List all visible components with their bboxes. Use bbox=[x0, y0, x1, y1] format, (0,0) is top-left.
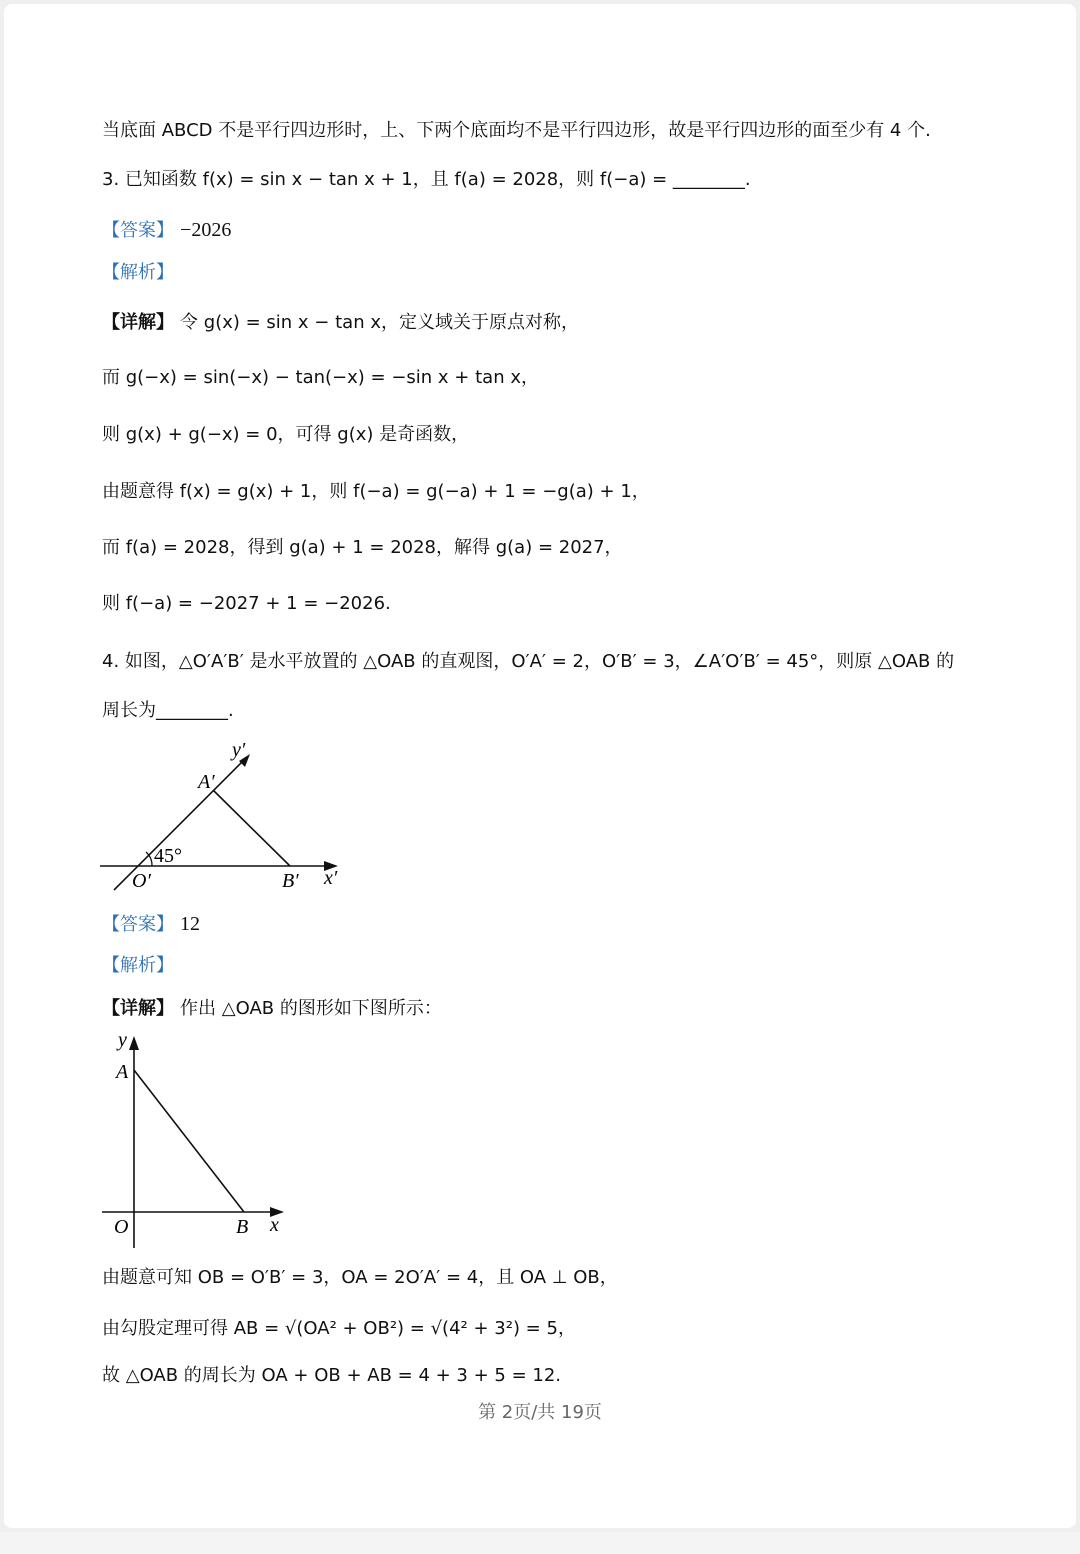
label-angle: 45° bbox=[154, 845, 182, 867]
segment-a-b bbox=[213, 790, 290, 866]
question-4: 4. 如图，△O′A′B′ 是水平放置的 △OAB 的直观图，O′A′ = 2，O′B′ = 3，∠A′O′B′ = 45°，则原 △OAB 的 bbox=[102, 651, 955, 672]
bottom-bar bbox=[0, 1532, 1080, 1554]
q3-detail-text: 令 g(x) = sin x − tan x，定义域关于原点对称， bbox=[180, 312, 579, 333]
label-o-prime: O′ bbox=[132, 870, 151, 892]
figure-original-triangle bbox=[98, 1028, 298, 1252]
label-a-prime: A′ bbox=[198, 771, 215, 793]
question-3: 3. 已知函数 f(x) = sin x − tan x + 1，且 f(a) = 2028，则 f(−a) = ________. bbox=[102, 169, 751, 190]
q3-step-2: 而 g(−x) = sin(−x) − tan(−x) = −sin x + tan x， bbox=[102, 367, 539, 388]
y-axis-arrow bbox=[129, 1036, 139, 1050]
text-line-parallelogram: 当底面 ABCD 不是平行四边形时，上、下两个底面均不是平行四边形，故是平行四边形的面至少有 4 个. bbox=[102, 120, 931, 141]
label-a: A bbox=[116, 1061, 129, 1083]
q3-step-3: 则 g(x) + g(−x) = 0，可得 g(x) 是奇函数， bbox=[102, 424, 470, 445]
figure-oblique-view bbox=[94, 736, 354, 896]
label-y-prime: y′ bbox=[232, 739, 246, 761]
label-y: y bbox=[118, 1029, 127, 1051]
q4-answer-value: 12 bbox=[180, 913, 201, 935]
detail-tag: 【详解】 bbox=[102, 312, 174, 333]
detail-tag: 【详解】 bbox=[102, 998, 174, 1019]
q3-answer-row bbox=[102, 217, 231, 244]
q4-detail-text: 作出 △OAB 的图形如下图所示： bbox=[180, 998, 442, 1019]
answer-tag: 【答案】 bbox=[102, 220, 174, 241]
q3-step-4: 由题意得 f(x) = g(x) + 1，则 f(−a) = g(−a) + 1 = −g(a) + 1， bbox=[102, 481, 650, 502]
q4-analysis-tag: 【解析】 bbox=[102, 955, 174, 976]
label-x-prime: x′ bbox=[324, 867, 338, 889]
label-o: O bbox=[114, 1216, 129, 1238]
q3-step-5: 而 f(a) = 2028，得到 g(a) + 1 = 2028，解得 g(a) = 2027， bbox=[102, 537, 623, 558]
segment-a-b bbox=[134, 1070, 244, 1212]
page-footer: 第 2页/共 19页 bbox=[478, 1402, 602, 1423]
q4-answer-row bbox=[102, 911, 200, 938]
label-b-prime: B′ bbox=[282, 870, 299, 892]
document-page bbox=[4, 4, 1076, 1528]
answer-tag: 【答案】 bbox=[102, 914, 174, 935]
question-4-cont: 周长为________. bbox=[102, 700, 234, 721]
q3-step-6: 则 f(−a) = −2027 + 1 = −2026. bbox=[102, 593, 391, 614]
q4-detail-row bbox=[102, 995, 442, 1022]
label-b: B bbox=[236, 1216, 249, 1238]
q4-step-3: 由勾股定理可得 AB = √(OA² + OB²) = √(4² + 3²) = 5， bbox=[102, 1318, 576, 1339]
q3-detail-row bbox=[102, 309, 579, 336]
label-x: x bbox=[270, 1214, 279, 1236]
q4-step-4: 故 △OAB 的周长为 OA + OB + AB = 4 + 3 + 5 = 12. bbox=[102, 1365, 561, 1386]
q3-answer-value: −2026 bbox=[180, 219, 232, 241]
q4-step-2: 由题意可知 OB = O′B′ = 3，OA = 2O′A′ = 4，且 OA ⊥ OB， bbox=[102, 1267, 618, 1288]
q3-analysis-tag: 【解析】 bbox=[102, 262, 174, 283]
